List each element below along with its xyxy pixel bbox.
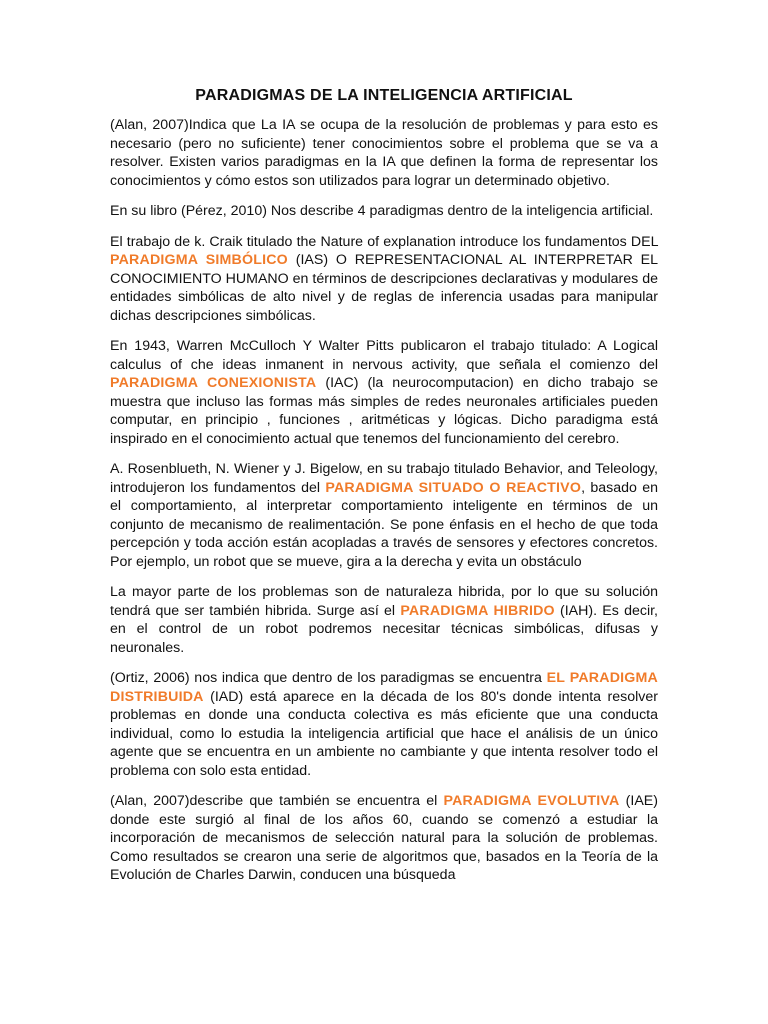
paragraph-text: (IAE) donde este surgió al final de los años 60, cuando se comenzó a estudiar la incorporación de mecanismos de selección natural para la solución de problemas. Como resultados se crearon una serie de algoritmos que, basados en la Teoría de la Evolución de Charles Darwin, conducen una búsqueda <box>110 793 658 883</box>
paragraph-text: (IAS) O REPRESENTACIONAL AL INTERPRETAR EL CONOCIMIENTO HUMANO en términos de descripciones declarativas y modulares de entidades simbólicas de alto nivel y de reglas de inferencia usadas para manipular dichas descripciones simbólicas. <box>110 252 658 324</box>
paragraph-text: En su libro (Pérez, 2010) Nos describe 4 paradigmas dentro de la inteligencia artificial. <box>110 203 654 219</box>
paragraph-text: (Alan, 2007)Indica que La IA se ocupa de la resolución de problemas y para esto es necesario (pero no suficiente) tener conocimientos sobre el problema que se va a resolver. Existen varios paradigmas en la IA que definen la forma de representar los conocimientos y cómo estos son utilizados para lograr un determinado objetivo. <box>110 117 658 189</box>
paragraph-text: , basado en el comportamiento, al interpretar comportamiento inteligente en términos de un conjunto de mecanismo de realimentación. Se pone énfasis en el hecho de que toda percepción y toda acción están acopladas a través de sensores y efectores concretos. Por ejemplo, un robot que se mueve, gira a la derecha y evita un obstáculo <box>110 479 658 570</box>
highlighted-term: EL PARADIGMA DISTRIBUIDA <box>110 670 658 705</box>
paragraph <box>110 792 658 885</box>
paragraph <box>110 233 658 326</box>
highlighted-term: PARADIGMA CONEXIONISTA <box>110 375 317 391</box>
paragraph <box>110 337 658 448</box>
paragraph <box>110 669 658 780</box>
document-title: PARADIGMAS DE LA INTELIGENCIA ARTIFICIAL <box>195 87 573 104</box>
document-body <box>110 116 658 885</box>
highlighted-term: PARADIGMA SITUADO O REACTIVO <box>325 479 582 496</box>
paragraph-text: (IAC) (la neurocomputacion) en dicho trabajo se muestra que incluso las formas más simples de redes neuronales artificiales pueden computar, en principio , funciones , aritméticas y lógicas. Dicho paradigma está inspirado en el conocimiento actual que tenemos del funcionamiento del cerebro. <box>110 375 658 447</box>
highlighted-term: PARADIGMA EVOLUTIVA <box>443 793 620 809</box>
paragraph <box>110 202 658 221</box>
paragraph-text: (IAD) está aparece en la década de los 80's donde intenta resolver problemas en donde una conducta colectiva es más eficiente que una conducta individual, como lo estudia la inteligencia artificial que hace el análisis de un único agente que se encuentra en un ambiente no cambiante y que intenta resolver todo el problema con solo esta entidad. <box>110 688 658 779</box>
paragraph-text: (Ortiz, 2006) nos indica que dentro de los paradigmas se encuentra <box>110 670 547 686</box>
highlighted-term: PARADIGMA SIMBÓLICO <box>110 252 288 268</box>
paragraph-text: A. Rosenblueth, N. Wiener y J. Bigelow, en su trabajo titulado Behavior, and Teleology, introdujeron los fundamentos del <box>110 461 658 496</box>
paragraph-text: (IAH). Es decir, en el control de un robot podremos necesitar técnicas simbólicas, difusas y neuronales. <box>110 602 658 656</box>
paragraph-text: La mayor parte de los problemas son de naturaleza hibrida, por lo que su solución tendrá que ser también hibrida. Surge así el <box>110 584 658 619</box>
paragraph-text: En 1943, Warren McCulloch Y Walter Pitts publicaron el trabajo titulado: A Logical calculus of che ideas inmanent in nervous activity, que señala el comienzo del <box>110 338 658 373</box>
highlighted-term: PARADIGMA HIBRIDO <box>400 602 555 619</box>
document-page <box>110 82 658 897</box>
paragraph <box>110 116 658 190</box>
paragraph <box>110 583 658 657</box>
paragraph <box>110 460 658 571</box>
paragraph-text: El trabajo de k. Craik titulado the Nature of explanation introduce los fundamentos DEL <box>110 233 658 250</box>
paragraph-text: (Alan, 2007)describe que también se encuentra el <box>110 793 444 809</box>
